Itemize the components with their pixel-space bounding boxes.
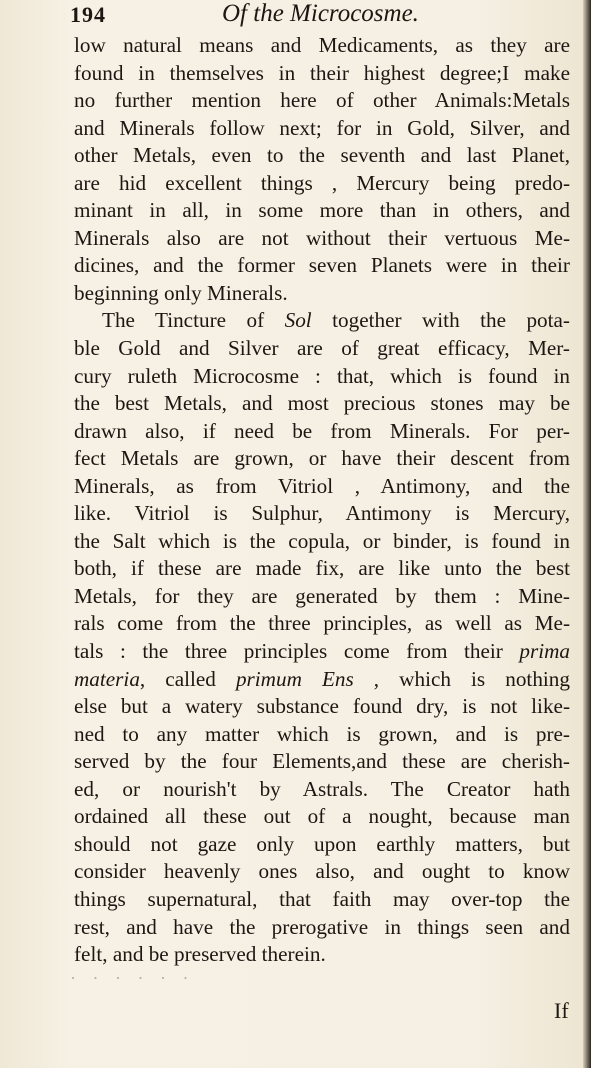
text-line: the best Metals, and most precious stones may be [74, 391, 570, 416]
text-line: served by the four Elements,and these are cherish- [74, 749, 570, 774]
text-line: ordained all these out of a nought, because man [74, 804, 570, 829]
text-line: should not gaze only upon earthly matters, but [74, 831, 570, 856]
catchword: If [554, 998, 569, 1023]
italic-term: Sol [284, 308, 312, 333]
text-run: , called [139, 666, 236, 691]
show-through-bleed: · · · · · · [70, 968, 195, 988]
text-line: minant in all, in some more than in others, and [74, 198, 570, 223]
text-line: no further mention here of other Animals:Metals [74, 88, 570, 113]
text-line: things supernatural, that faith may over-top the [74, 886, 570, 911]
text-line: Metals, for they are generated by them : Mine- [74, 583, 570, 608]
running-head [70, 0, 570, 30]
text-line: cury ruleth Microcosme : that, which is found in [74, 363, 570, 388]
paragraph-2 [74, 307, 570, 968]
text-line: drawn also, if need be from Minerals. For per- [74, 418, 570, 443]
body-text [74, 32, 570, 969]
text-line: both, if these are made fix, are like unto the best [74, 556, 570, 581]
text-run: together with the pota- [311, 308, 570, 333]
text-line: consider heavenly ones also, and ought to know [74, 859, 570, 884]
text-line: Minerals also are not without their vertuous Me- [74, 225, 570, 250]
text-line: and Minerals follow next; for in Gold, Silver, and [74, 115, 570, 140]
text-line: rest, and have the prerogative in things seen and [74, 914, 570, 939]
text-line: fect Metals are grown, or have their descent from [74, 446, 570, 471]
text-line: rals come from the three principles, as well as Me- [74, 611, 570, 636]
text-run: , which is nothing [353, 666, 570, 691]
text-line: beginning only Minerals. [74, 280, 288, 305]
text-run: The Tincture of [102, 308, 285, 333]
text-line: else but a watery substance found dry, is not like- [74, 694, 570, 719]
text-line: dicines, and the former seven Planets were in their [74, 253, 570, 278]
text-line: found in themselves in their highest degree;I make [74, 60, 570, 85]
page-number: 194 [70, 2, 106, 27]
running-title: Of the Microcosme. [222, 0, 419, 27]
italic-term: primum Ens [235, 666, 354, 691]
text-line [74, 307, 570, 335]
italic-term: materia [74, 666, 140, 691]
text-line: ned to any matter which is grown, and is pre- [74, 721, 570, 746]
text-line: the Salt which is the copula, or binder, is found in [74, 528, 570, 553]
paragraph-1 [74, 32, 570, 307]
italic-term: prima [519, 639, 570, 664]
text-line: are hid excellent things , Mercury being predo- [74, 170, 570, 195]
text-line: Minerals, as from Vitriol , Antimony, and the [74, 473, 570, 498]
text-line: felt, and be preserved therein. [74, 942, 326, 967]
page-edge-shadow [583, 0, 591, 1068]
text-line: ed, or nourish't by Astrals. The Creator hath [74, 776, 570, 801]
text-line: ble Gold and Silver are of great efficacy, Mer- [74, 336, 570, 361]
text-line: like. Vitriol is Sulphur, Antimony is Mercury, [74, 501, 570, 526]
text-line [74, 638, 570, 666]
text-line: low natural means and Medicaments, as they are [74, 33, 570, 57]
text-line: other Metals, even to the seventh and last Planet, [74, 143, 570, 168]
text-line [74, 666, 570, 694]
text-run: tals : the three principles come from their [74, 639, 520, 664]
